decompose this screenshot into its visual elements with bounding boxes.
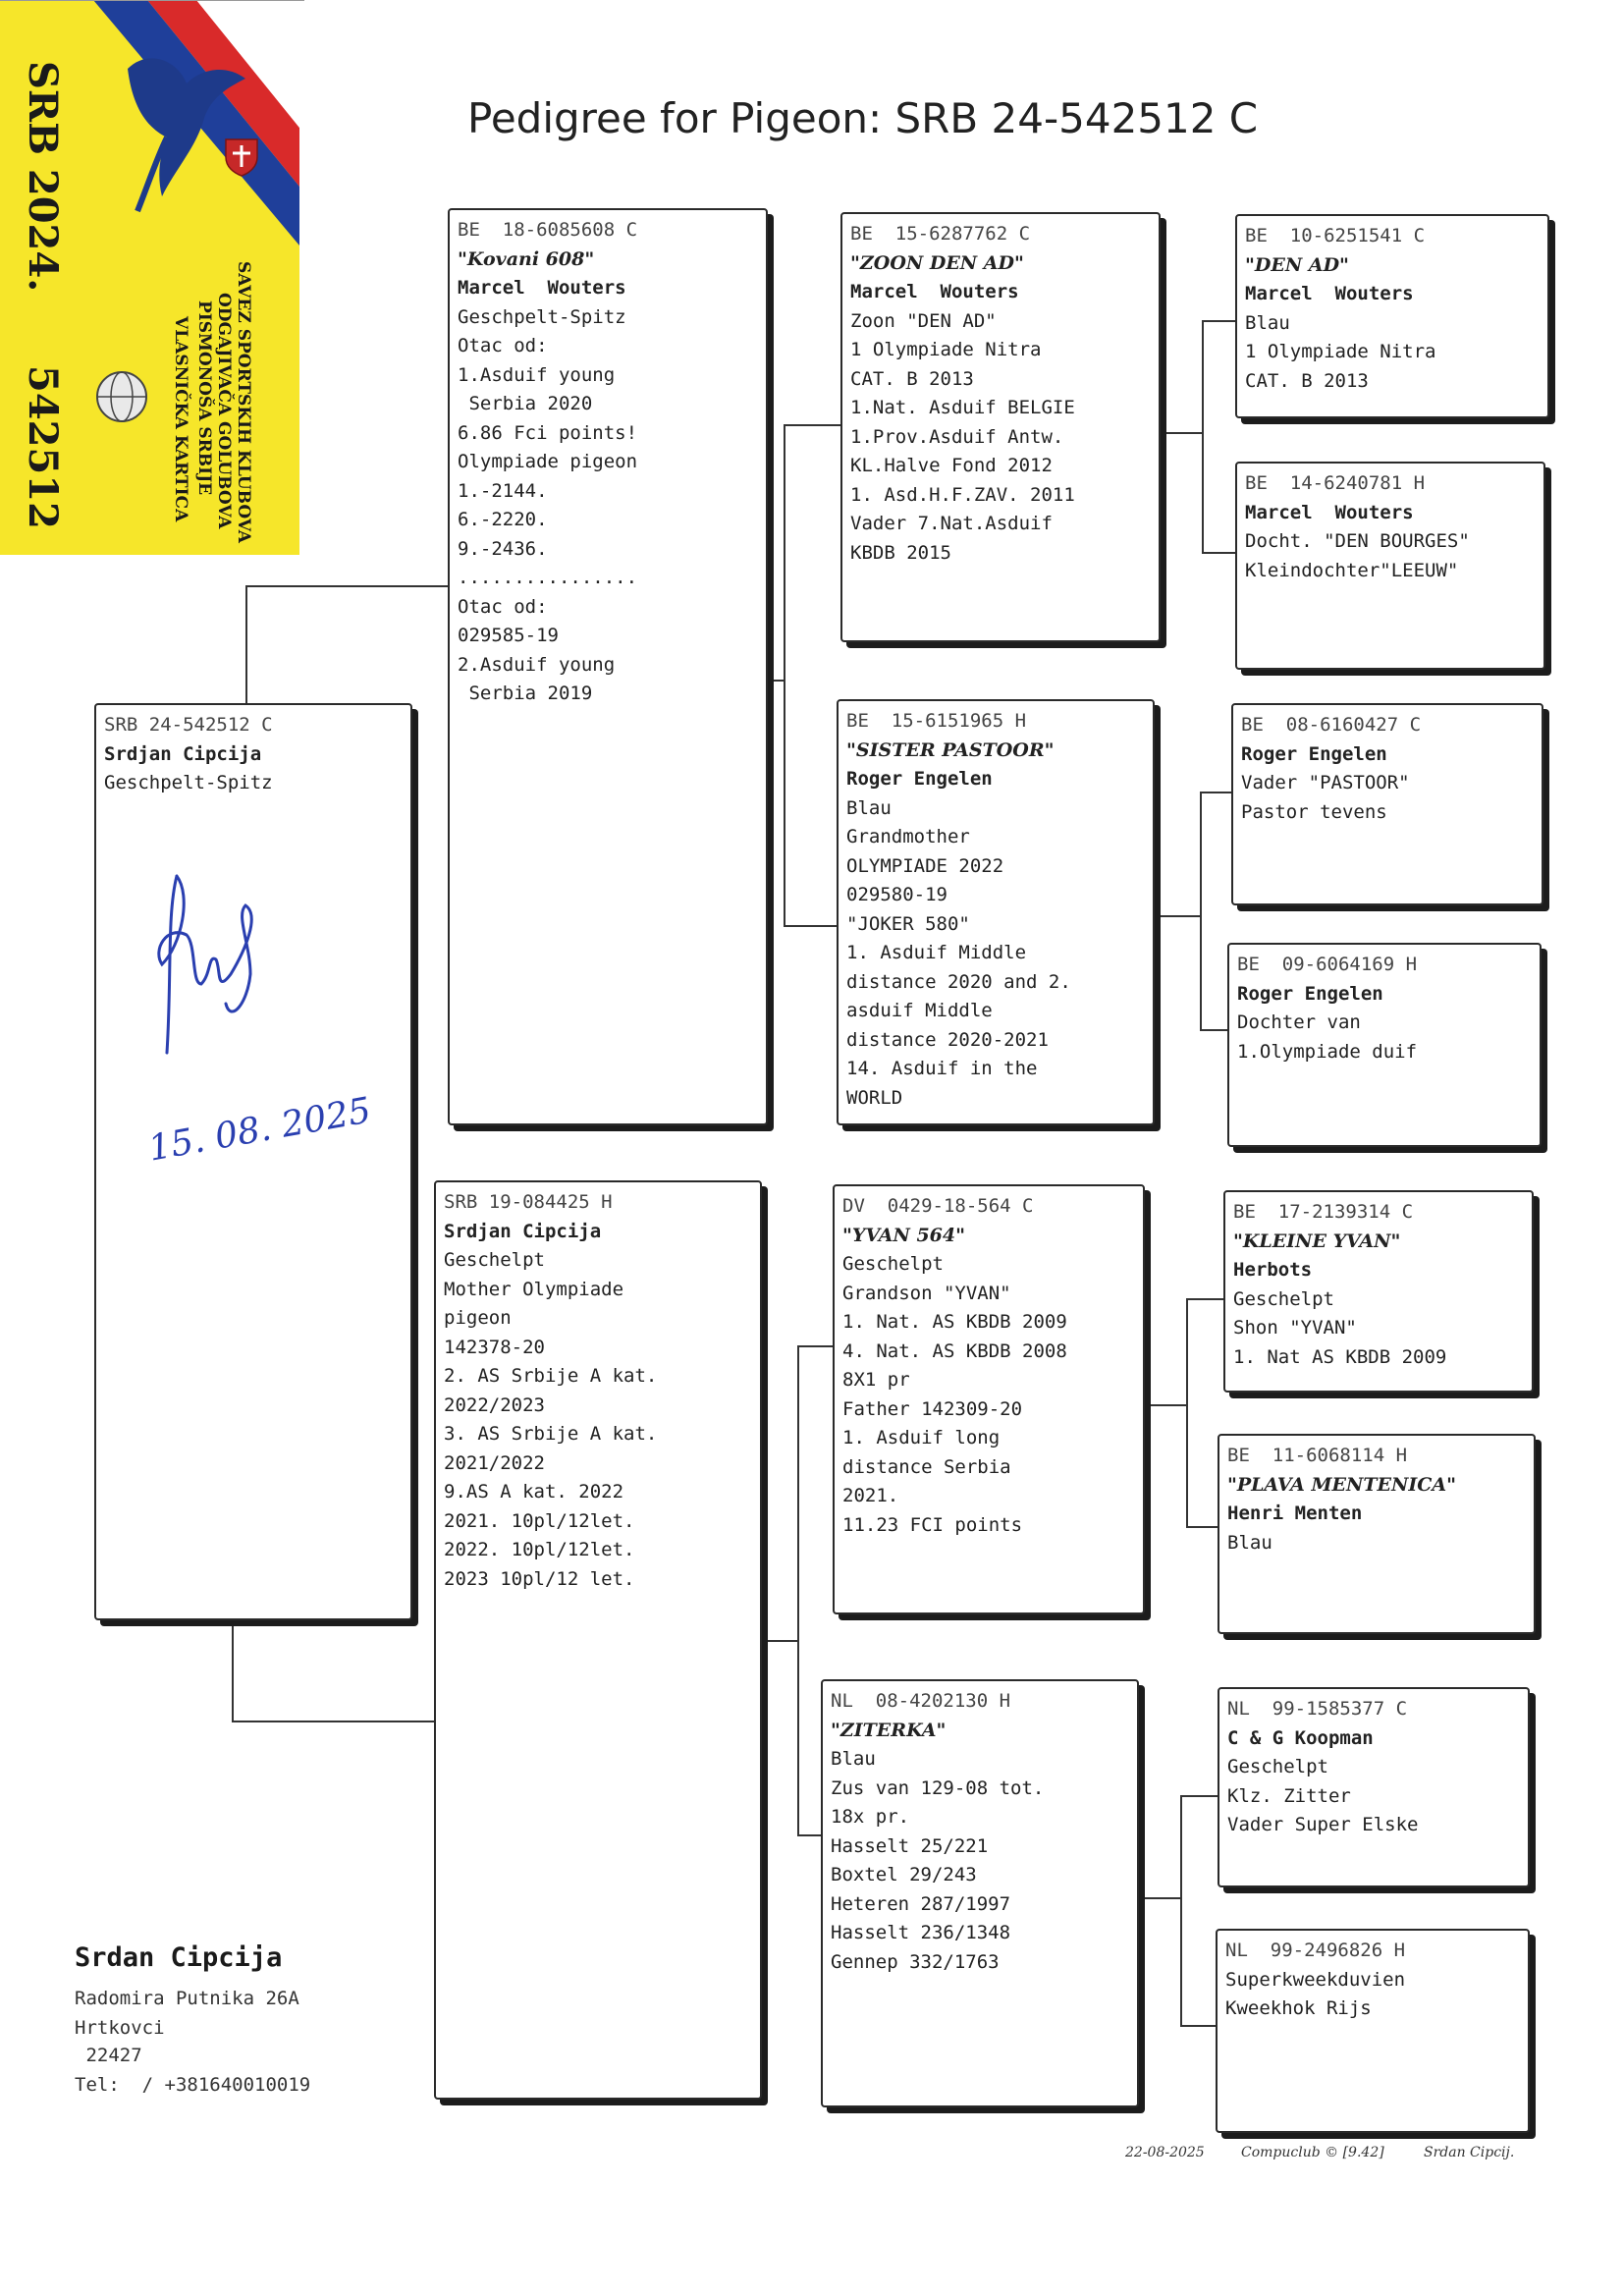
pedigree-note: 029580-19 bbox=[846, 884, 947, 905]
pedigree-note: Shon "YVAN" bbox=[1233, 1317, 1357, 1339]
card-vertical-number: 542512 bbox=[20, 365, 66, 529]
card-org-line: ODGAJIVAČA GOLUBOVA bbox=[214, 293, 234, 529]
breeder-owner: Srdjan Cipcija bbox=[444, 1220, 602, 1242]
pigeon-card-dds bbox=[1218, 1687, 1530, 1887]
pigeon-logo-icon bbox=[108, 39, 255, 226]
card-org-line: SAVEZ SPORTSKIH KLUBOVA bbox=[234, 261, 253, 543]
ring-number: DV 0429-18-564 C bbox=[842, 1195, 1034, 1217]
pedigree-note: 14. Asduif in the bbox=[846, 1058, 1038, 1079]
pedigree-note: Vader Super Elske bbox=[1227, 1814, 1419, 1835]
pedigree-note: 2022. 10pl/12let. bbox=[444, 1539, 635, 1560]
card-org-line: VLASNIČKA KARTICA bbox=[171, 316, 190, 522]
ring-number: NL 08-4202130 H bbox=[831, 1690, 1011, 1712]
pigeon-card-dam-dam bbox=[821, 1679, 1139, 2107]
pedigree-note: Heteren 287/1997 bbox=[831, 1892, 1011, 1915]
card-org-line: PISMONOŠA SRBIJE bbox=[194, 301, 214, 496]
breeder-name: Srdan Cipcija bbox=[75, 1942, 283, 1973]
pedigree-note: Grandmother bbox=[846, 826, 970, 847]
ring-number: BE 11-6068114 H bbox=[1227, 1445, 1408, 1466]
pedigree-note: 6.-2220. bbox=[458, 509, 548, 530]
ring-number: NL 99-2496826 H bbox=[1225, 1940, 1406, 1961]
pedigree-note: Geschelpt bbox=[842, 1253, 944, 1275]
pigeon-card-sdd bbox=[1227, 943, 1542, 1147]
ownership-card bbox=[0, 0, 304, 560]
pedigree-note: Serbia 2019 bbox=[458, 683, 593, 704]
pedigree-note: Superkweekduvien bbox=[1225, 1968, 1406, 1991]
ring-number: BE 09-6064169 H bbox=[1237, 954, 1418, 975]
signature-date: 15. 08. 2025 bbox=[145, 1090, 374, 1170]
handwritten-signature bbox=[137, 856, 285, 1112]
pigeon-name: "PLAVA MENTENICA" bbox=[1227, 1473, 1457, 1496]
pigeon-name: "KLEINE YVAN" bbox=[1233, 1229, 1401, 1252]
pedigree-note: Zoon "DEN AD" bbox=[850, 309, 997, 332]
pedigree-note: Boxtel 29/243 bbox=[831, 1864, 977, 1885]
breeder-owner: C & G Koopman bbox=[1227, 1726, 1374, 1749]
pigeon-name: "Kovani 608" bbox=[458, 247, 595, 270]
pedigree-note: ................ bbox=[458, 567, 638, 588]
pedigree-note: 1. Asduif Middle bbox=[846, 942, 1027, 963]
pedigree-note: pigeon bbox=[444, 1307, 512, 1329]
breeder-owner: Roger Engelen bbox=[1237, 982, 1383, 1005]
pedigree-note: KBDB 2015 bbox=[850, 541, 951, 564]
footer-software: Compuclub © [9.42] bbox=[1241, 2145, 1384, 2160]
pedigree-note: KL.Halve Fond 2012 bbox=[850, 455, 1053, 476]
pedigree-note: 1.Prov.Asduif Antw. bbox=[850, 425, 1064, 448]
pigeon-card-sss bbox=[1235, 214, 1549, 418]
pedigree-note: 4. Nat. AS KBDB 2008 bbox=[842, 1339, 1067, 1362]
pedigree-note: 9.AS A kat. 2022 bbox=[444, 1481, 624, 1503]
pedigree-note: Vader 7.Nat.Asduif bbox=[850, 513, 1053, 534]
pedigree-note: distance 2020-2021 bbox=[846, 1028, 1049, 1051]
pedigree-note: asduif Middle bbox=[846, 1000, 993, 1021]
footer-date: 22-08-2025 bbox=[1125, 2145, 1205, 2160]
pedigree-note: 2022/2023 bbox=[444, 1393, 545, 1416]
pigeon-card-dsd bbox=[1218, 1434, 1536, 1634]
pedigree-note: 8X1 pr bbox=[842, 1369, 910, 1391]
pedigree-note: 2. AS Srbije A kat. bbox=[444, 1365, 658, 1387]
pedigree-note: "JOKER 580" bbox=[846, 912, 970, 935]
pigeon-card-ssd bbox=[1235, 462, 1545, 670]
card-vertical-id: SRB 2024. bbox=[20, 61, 66, 293]
pigeon-name: "ZOON DEN AD" bbox=[850, 251, 1024, 274]
pedigree-note: Otac od: bbox=[458, 335, 548, 356]
pedigree-note: Father 142309-20 bbox=[842, 1397, 1023, 1420]
pedigree-note: 2021. bbox=[842, 1485, 899, 1506]
ring-number: BE 10-6251541 C bbox=[1245, 225, 1426, 246]
pedigree-note: Hasselt 25/221 bbox=[831, 1834, 989, 1857]
pedigree-note: 142378-20 bbox=[444, 1336, 545, 1358]
pedigree-note: 6.86 Fci points! bbox=[458, 421, 638, 444]
pedigree-note: Geschpelt-Spitz bbox=[458, 305, 626, 328]
pedigree-note: Zus van 129-08 tot. bbox=[831, 1776, 1045, 1799]
ring-number: SRB 19-084425 H bbox=[444, 1191, 613, 1213]
pedigree-note: 1 Olympiade Nitra bbox=[1245, 341, 1436, 362]
breeder-owner: Marcel Wouters bbox=[1245, 501, 1414, 523]
pedigree-note: 1.Asduif young bbox=[458, 363, 616, 386]
pedigree-note: 1.Nat. Asduif BELGIE bbox=[850, 397, 1075, 418]
pigeon-name: "ZITERKA" bbox=[831, 1719, 947, 1741]
pedigree-note: Hasselt 236/1348 bbox=[831, 1922, 1011, 1943]
pigeon-card-sds bbox=[1231, 703, 1543, 905]
pedigree-note: Pastor tevens bbox=[1241, 800, 1387, 823]
pedigree-note: 029585-19 bbox=[458, 625, 559, 646]
breeder-owner: Marcel Wouters bbox=[850, 281, 1019, 302]
pedigree-note: 2.Asduif young bbox=[458, 653, 616, 676]
footer-owner: Srdan Cipcij. bbox=[1424, 2145, 1515, 2160]
pedigree-note: 1.Olympiade duif bbox=[1237, 1040, 1418, 1063]
ring-number: BE 18-6085608 C bbox=[458, 219, 638, 241]
pigeon-card-sire-sire bbox=[840, 212, 1161, 642]
pedigree-note: Blau bbox=[1245, 311, 1290, 334]
pedigree-note: Mother Olympiade bbox=[444, 1278, 624, 1300]
ring-number: BE 17-2139314 C bbox=[1233, 1201, 1414, 1223]
pedigree-note: Kleindochter"LEEUW" bbox=[1245, 559, 1459, 581]
breeder-address-line: 22427 bbox=[75, 2045, 142, 2066]
fci-globe-logo-icon bbox=[94, 369, 149, 424]
pedigree-note: Geschelpt bbox=[1227, 1756, 1328, 1777]
pedigree-note: Docht. "DEN BOURGES" bbox=[1245, 530, 1470, 552]
pedigree-note: Otac od: bbox=[458, 595, 548, 618]
pedigree-note: Grandson "YVAN" bbox=[842, 1282, 1011, 1304]
breeder-owner: Roger Engelen bbox=[1241, 742, 1387, 765]
pedigree-note: 2023 10pl/12 let. bbox=[444, 1567, 635, 1590]
pedigree-note: Geschelpt bbox=[444, 1249, 545, 1271]
serbian-coat-of-arms-icon bbox=[224, 136, 259, 177]
pedigree-note: Blau bbox=[831, 1748, 876, 1770]
pedigree-note: 9.-2436. bbox=[458, 537, 548, 560]
pedigree-note: 11.23 FCI points bbox=[842, 1513, 1023, 1536]
pedigree-note: Blau bbox=[846, 796, 892, 819]
pedigree-note: OLYMPIADE 2022 bbox=[846, 854, 1004, 877]
breeder-owner: Henri Menten bbox=[1227, 1503, 1363, 1524]
pedigree-note: Gennep 332/1763 bbox=[831, 1950, 1000, 1973]
pedigree-note: CAT. B 2013 bbox=[850, 367, 974, 390]
pedigree-note: 1. Nat AS KBDB 2009 bbox=[1233, 1345, 1447, 1368]
pedigree-note: 1 Olympiade Nitra bbox=[850, 339, 1042, 360]
pedigree-note: distance Serbia bbox=[842, 1455, 1011, 1478]
breeder-address-line: Radomira Putnika 26A bbox=[75, 1988, 299, 2009]
breeder-owner: Srdjan Cipcija bbox=[104, 742, 262, 765]
pigeon-card-dss bbox=[1223, 1190, 1534, 1393]
pedigree-note: 2021/2022 bbox=[444, 1451, 545, 1474]
pedigree-note: Serbia 2020 bbox=[458, 393, 593, 414]
pedigree-note: WORLD bbox=[846, 1086, 903, 1109]
breeder-owner: Marcel Wouters bbox=[458, 277, 626, 299]
breeder-address-line: Hrtkovci bbox=[75, 2017, 165, 2039]
pedigree-note: Vader "PASTOOR" bbox=[1241, 772, 1410, 793]
pedigree-note: 1. Asduif long bbox=[842, 1427, 1001, 1448]
pigeon-card-dam bbox=[434, 1180, 762, 2100]
pedigree-note: Dochter van bbox=[1237, 1011, 1361, 1033]
pedigree-note: 1. Nat. AS KBDB 2009 bbox=[842, 1311, 1067, 1333]
pedigree-note: 1.-2144. bbox=[458, 479, 548, 502]
pedigree-note: 1. Asd.H.F.ZAV. 2011 bbox=[850, 483, 1075, 506]
pedigree-note: CAT. B 2013 bbox=[1245, 369, 1369, 392]
pedigree-note: Olympiade pigeon bbox=[458, 451, 638, 472]
ring-number: NL 99-1585377 C bbox=[1227, 1698, 1408, 1720]
pedigree-note: distance 2020 and 2. bbox=[846, 970, 1071, 993]
pedigree-note: 18x pr. bbox=[831, 1806, 910, 1828]
breeder-owner: Marcel Wouters bbox=[1245, 283, 1414, 304]
ring-number: BE 08-6160427 C bbox=[1241, 714, 1422, 736]
breeder-owner: Herbots bbox=[1233, 1259, 1313, 1281]
pedigree-note: Kweekhok Rijs bbox=[1225, 1997, 1372, 2019]
ring-number: SRB 24-542512 C bbox=[104, 714, 273, 736]
breeder-phone: Tel: / +381640010019 bbox=[75, 2074, 311, 2096]
pedigree-note: Klz. Zitter bbox=[1227, 1784, 1351, 1807]
pedigree-note: 3. AS Srbije A kat. bbox=[444, 1423, 658, 1445]
pedigree-note: Geschelpt bbox=[1233, 1287, 1334, 1310]
pedigree-note: Geschpelt-Spitz bbox=[104, 772, 273, 793]
ring-number: BE 15-6151965 H bbox=[846, 710, 1027, 732]
pedigree-note: Blau bbox=[1227, 1531, 1272, 1554]
pigeon-card-subject bbox=[94, 703, 412, 1620]
pigeon-card-sire-dam bbox=[837, 699, 1155, 1125]
breeder-owner: Roger Engelen bbox=[846, 768, 993, 790]
pigeon-card-ddd bbox=[1216, 1929, 1530, 2133]
pigeon-card-sire bbox=[448, 208, 768, 1125]
page-title: Pedigree for Pigeon: SRB 24-542512 C bbox=[467, 94, 1259, 142]
pigeon-name: "DEN AD" bbox=[1245, 253, 1349, 276]
pigeon-card-dam-sire bbox=[833, 1184, 1145, 1614]
pigeon-name: "YVAN 564" bbox=[842, 1224, 966, 1246]
pedigree-note: 2021. 10pl/12let. bbox=[444, 1509, 635, 1532]
ring-number: BE 14-6240781 H bbox=[1245, 472, 1426, 494]
ring-number: BE 15-6287762 C bbox=[850, 223, 1031, 245]
pigeon-name: "SISTER PASTOOR" bbox=[846, 738, 1055, 761]
